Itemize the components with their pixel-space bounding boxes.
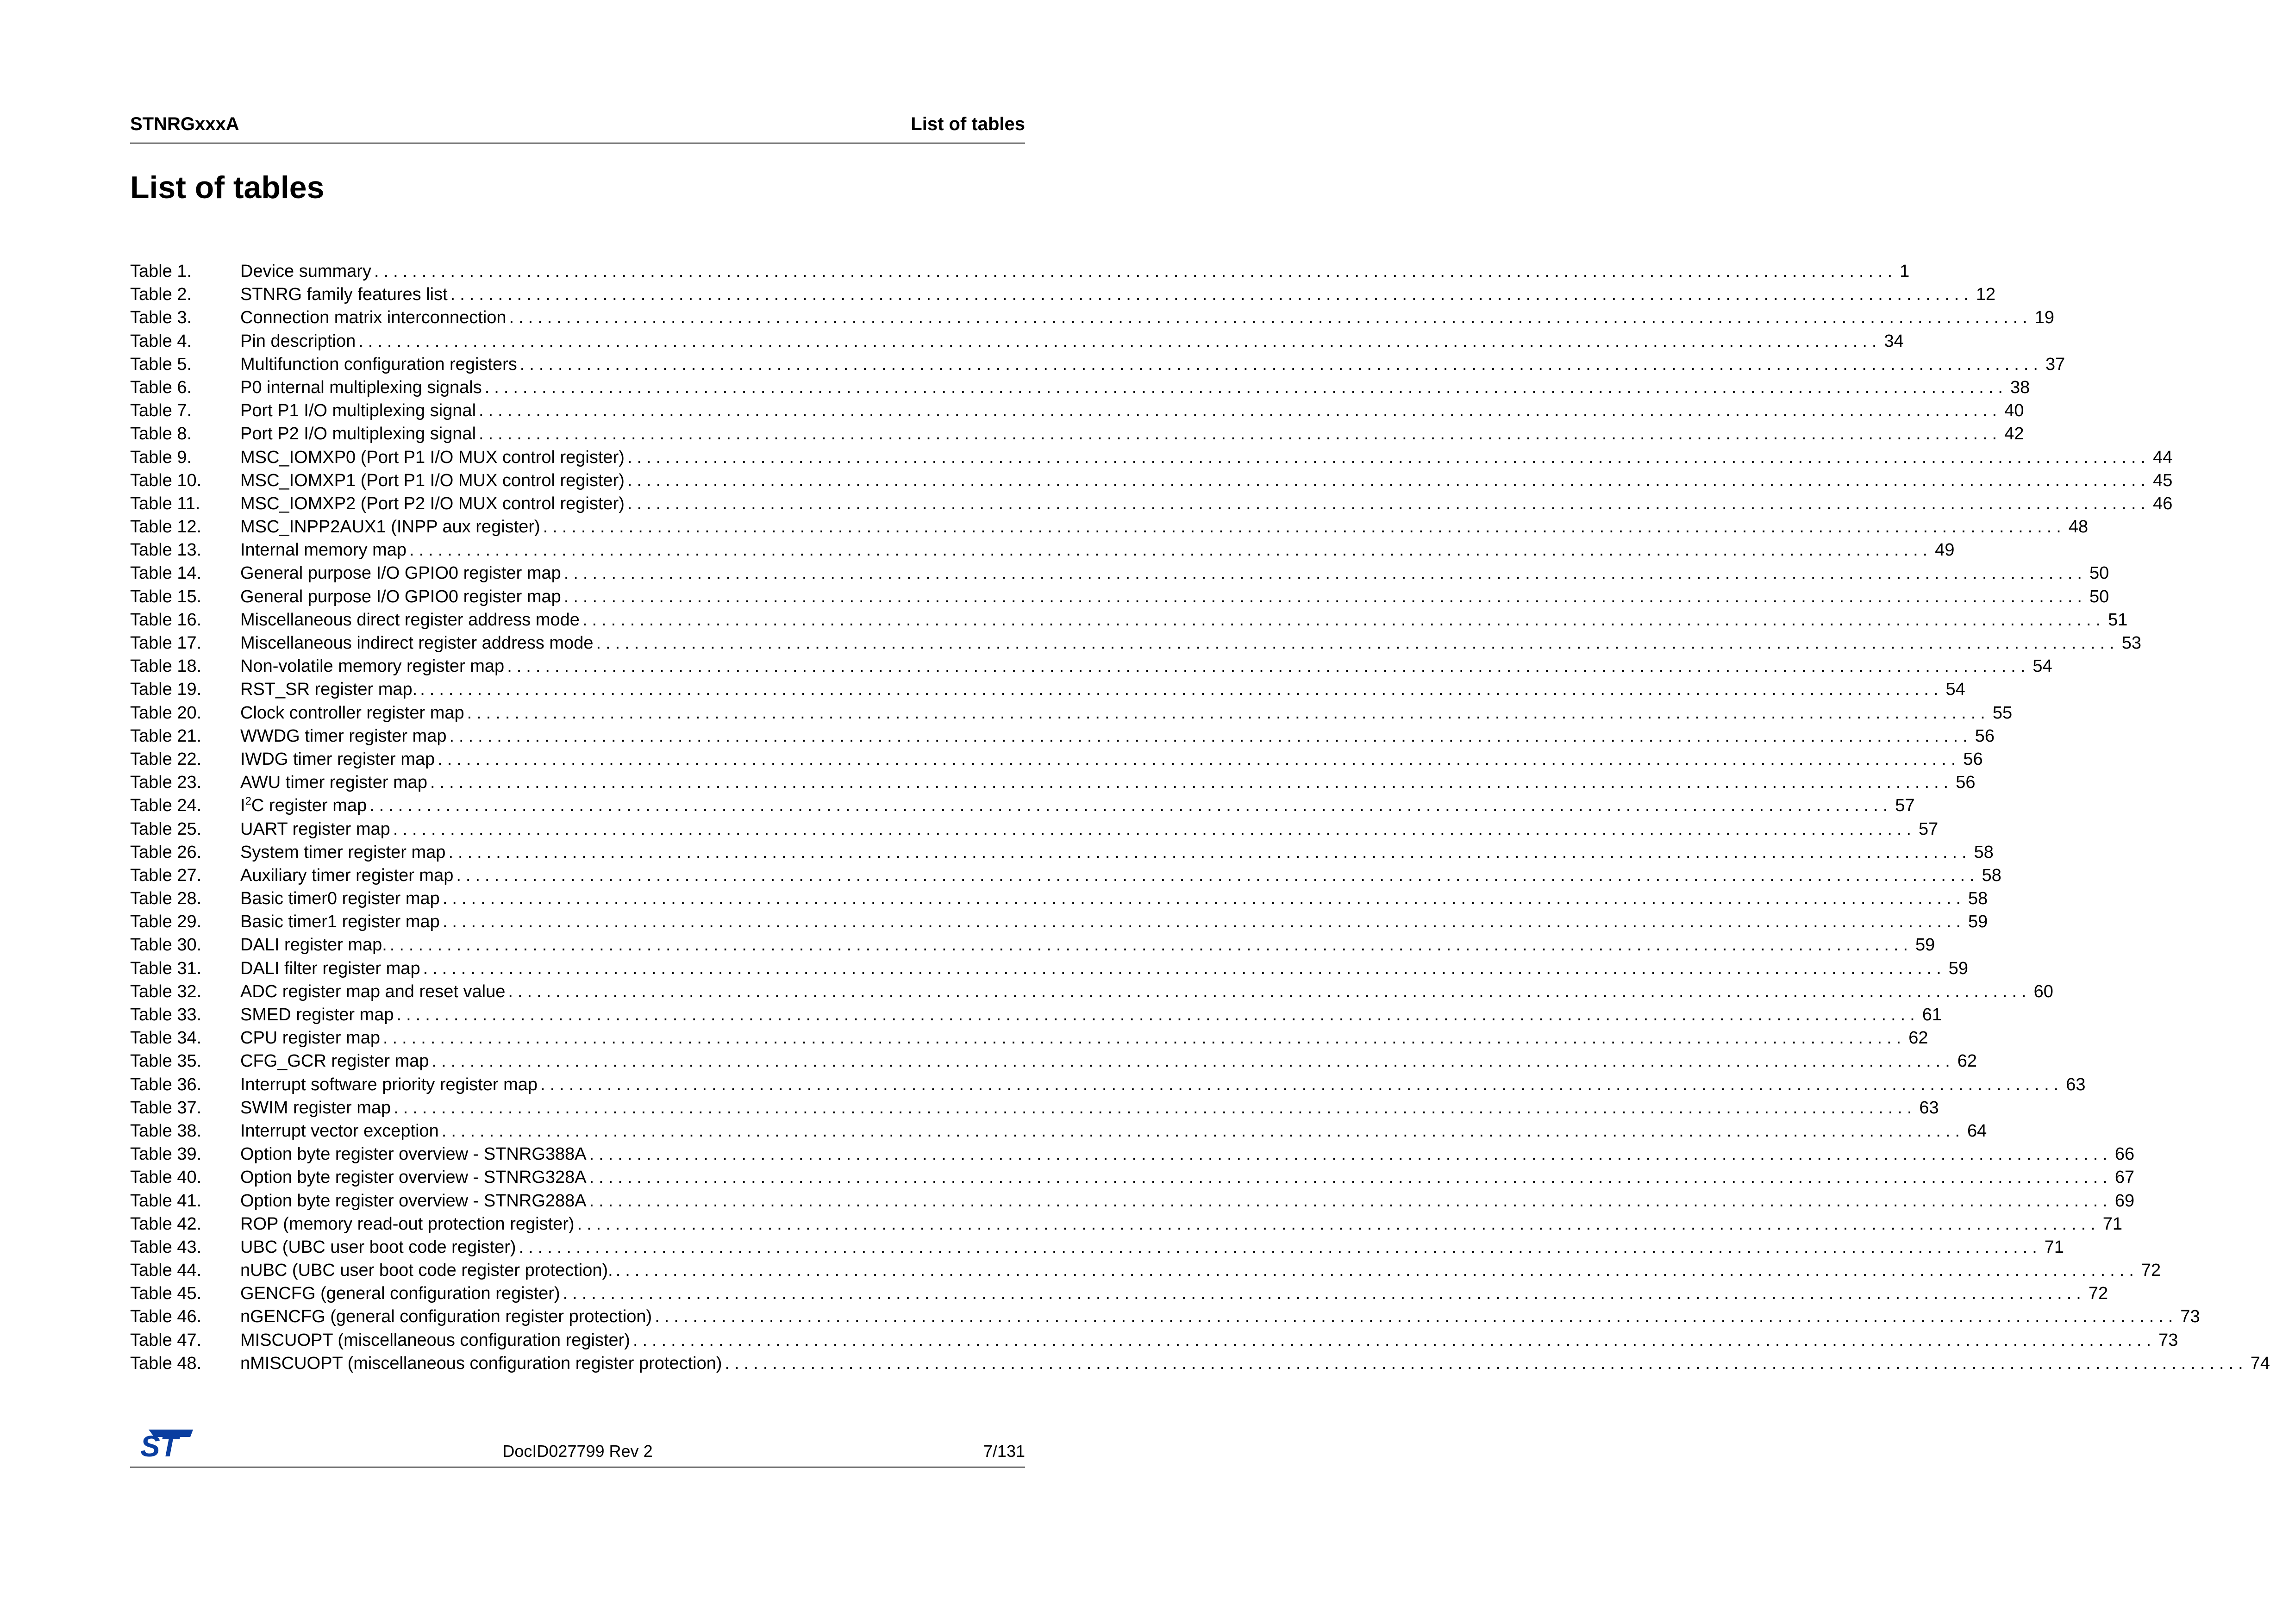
toc-leader-dots: ................................................................................................................................................................	[543, 517, 2066, 537]
toc-leader-dots: ................................................................................................................................................................	[577, 1214, 2100, 1234]
toc-entry-title: Option byte register overview - STNRG328A	[240, 1168, 587, 1187]
toc-entry-label: Table 17.	[130, 633, 202, 653]
footer-doc-id: DocID027799 Rev 2	[502, 1442, 653, 1461]
toc-entry-label: Table 46.	[130, 1307, 202, 1327]
toc-entry-title: MISCUOPT (miscellaneous configuration register)	[240, 1330, 630, 1350]
toc-entry-title: Basic timer1 register map	[240, 912, 440, 932]
toc-entry[interactable]	[130, 1026, 1928, 1049]
toc-leader-dots: ................................................................................................................................................................	[632, 1330, 2156, 1350]
toc-entry[interactable]	[130, 585, 2109, 608]
toc-entry-title: Option byte register overview - STNRG288A	[240, 1191, 587, 1211]
toc-leader-dots: ................................................................................................................................................................	[509, 308, 2032, 328]
toc-leader-dots: ................................................................................................................................................................	[450, 285, 1973, 305]
toc-entry-label: Table 29.	[130, 912, 202, 932]
toc-entry-page: 60	[2033, 981, 2053, 1001]
toc-entry-label: Table 35.	[130, 1051, 202, 1071]
toc-leader-dots: ................................................................................................................................................................	[382, 1028, 1906, 1048]
toc-entry-page: 61	[1922, 1005, 1942, 1024]
toc-entry-label: Table 15.	[130, 587, 202, 606]
toc-entry[interactable]	[130, 399, 2024, 422]
toc-entry-title: DALI register map.	[240, 935, 387, 955]
toc-entry[interactable]	[130, 330, 1904, 353]
toc-entry-page: 73	[2158, 1330, 2178, 1350]
toc-entry-title: AWU timer register map	[240, 773, 427, 793]
toc-entry-page: 58	[1974, 842, 1994, 862]
toc-entry[interactable]	[130, 260, 1910, 283]
toc-entry-page: 44	[2153, 447, 2173, 467]
toc-leader-dots: ................................................................................................................................................................	[409, 540, 1932, 560]
page-footer	[130, 1420, 1025, 1468]
toc-entry[interactable]	[130, 376, 2030, 399]
toc-entry-title: CFG_GCR register map	[240, 1051, 429, 1071]
toc-leader-dots: ................................................................................................................................................................	[389, 935, 1913, 955]
toc-entry-title: ADC register map and reset value	[240, 981, 506, 1001]
toc-entry-page: 73	[2180, 1307, 2200, 1327]
toc-entry-label: Table 21.	[130, 726, 202, 746]
toc-leader-dots: ................................................................................................................................................................	[589, 1144, 2112, 1164]
toc-entry[interactable]	[130, 1236, 2064, 1259]
toc-leader-dots: ................................................................................................................................................................	[582, 610, 2106, 630]
toc-entry[interactable]	[130, 818, 1939, 841]
toc-leader-dots: ................................................................................................................................................................	[479, 424, 2002, 444]
toc-entry[interactable]	[130, 794, 1915, 817]
toc-entry-title-prefix: I	[240, 796, 245, 816]
toc-entry[interactable]	[130, 1352, 2270, 1375]
toc-leader-dots: ................................................................................................................................................................	[655, 1307, 2178, 1327]
toc-entry-page: 12	[1976, 285, 1996, 305]
toc-entry-page: 54	[1945, 680, 1965, 700]
toc-entry-title: Port P2 I/O multiplexing signal	[240, 424, 476, 444]
toc-leader-dots: ................................................................................................................................................................	[369, 796, 1893, 816]
toc-leader-dots: ................................................................................................................................................................	[484, 377, 2007, 397]
toc-entry-label: Table 5.	[130, 354, 192, 374]
toc-leader-dots: ................................................................................................................................................................	[563, 1284, 2086, 1304]
toc-entry-label: Table 25.	[130, 819, 202, 839]
toc-entry-title	[240, 794, 369, 817]
toc-entry-page: 54	[2032, 656, 2052, 676]
toc-entry-title: CPU register map	[240, 1028, 380, 1048]
toc-entry-label: Table 42.	[130, 1214, 202, 1234]
toc-entry-title: GENCFG (general configuration register)	[240, 1284, 560, 1304]
footer-page-number: 7/131	[983, 1442, 1025, 1461]
toc-entry-title-text: C register map	[251, 796, 367, 816]
toc-entry-label: Table 43.	[130, 1237, 202, 1257]
toc-entry[interactable]	[130, 1073, 2086, 1096]
toc-leader-dots: ................................................................................................................................................................	[456, 865, 1979, 885]
toc-leader-dots: ................................................................................................................................................................	[442, 889, 1966, 909]
toc-entry-page: 64	[1967, 1121, 1987, 1141]
toc-entry-title: MSC_IOMXP1 (Port P1 I/O MUX control register)	[240, 470, 625, 490]
toc-entry[interactable]	[130, 748, 1983, 771]
toc-entry-title: Basic timer0 register map	[240, 889, 440, 909]
toc-entry-label: Table 20.	[130, 703, 202, 723]
toc-entry-page: 46	[2153, 493, 2173, 513]
toc-leader-dots: ................................................................................................................................................................	[423, 958, 1946, 978]
toc-entry[interactable]	[130, 631, 2141, 655]
toc-entry-label: Table 13.	[130, 540, 202, 560]
page-header	[130, 110, 1025, 144]
toc-entry-title: SWIM register map	[240, 1098, 391, 1118]
toc-entry-title: nUBC (UBC user boot code register protection).	[240, 1261, 613, 1280]
toc-entry-title-superscript: 2	[245, 795, 251, 808]
toc-leader-dots: ................................................................................................................................................................	[394, 1098, 1917, 1118]
toc-leader-dots: ................................................................................................................................................................	[563, 587, 2087, 606]
toc-entry-label: Table 26.	[130, 842, 202, 862]
toc-entry-label: Table 48.	[130, 1353, 202, 1373]
toc-entry-label: Table 37.	[130, 1098, 202, 1118]
toc-entry-title: RST_SR register map.	[240, 680, 418, 700]
toc-entry-label: Table 18.	[130, 656, 202, 676]
toc-entry[interactable]	[130, 980, 2053, 1003]
toc-entry-title: Pin description	[240, 331, 356, 351]
toc-entry[interactable]	[130, 353, 2065, 376]
toc-entry-title: SMED register map	[240, 1005, 394, 1024]
toc-entry-page: 55	[1992, 703, 2013, 723]
toc-entry-page: 74	[2250, 1353, 2270, 1373]
toc-entry-title: Connection matrix interconnection	[240, 308, 507, 328]
toc-entry[interactable]	[130, 725, 1995, 748]
toc-entry-label: Table 27.	[130, 865, 202, 885]
toc-entry-page: 62	[1908, 1028, 1928, 1048]
header-section-name: List of tables	[911, 114, 1025, 134]
toc-entry-page: 1	[1900, 262, 1910, 281]
toc-entry-label: Table 23.	[130, 773, 202, 793]
toc-entry-page: 72	[2141, 1261, 2161, 1280]
toc-leader-dots: ................................................................................................................................................................	[508, 981, 2031, 1001]
toc-entry-page: 62	[1957, 1051, 1977, 1071]
toc-entry[interactable]	[130, 771, 1976, 794]
toc-entry-label: Table 32.	[130, 981, 202, 1001]
toc-entry-title: Internal memory map	[240, 540, 407, 560]
toc-leader-dots: ................................................................................................................................................................	[627, 447, 2151, 467]
toc-leader-dots: ................................................................................................................................................................	[540, 1074, 2064, 1094]
toc-entry-page: 71	[2102, 1214, 2123, 1234]
toc-entry-label: Table 19.	[130, 680, 202, 700]
toc-entry-title: Miscellaneous indirect register address mode	[240, 633, 594, 653]
toc-entry-title: Miscellaneous direct register address mode	[240, 610, 580, 630]
toc-leader-dots: ................................................................................................................................................................	[374, 262, 1897, 281]
toc-leader-dots: ................................................................................................................................................................	[396, 1005, 1920, 1024]
toc-entry-title: DALI filter register map	[240, 958, 420, 978]
toc-entry-page: 58	[1982, 865, 2001, 885]
toc-entry[interactable]	[130, 1259, 2161, 1282]
toc-entry-label: Table 16.	[130, 610, 202, 630]
toc-entry-label: Table 4.	[130, 331, 192, 351]
toc-entry[interactable]	[130, 1282, 2108, 1305]
toc-leader-dots: ................................................................................................................................................................	[358, 331, 1882, 351]
toc-entry[interactable]	[130, 492, 2173, 515]
toc-leader-dots: ................................................................................................................................................................	[449, 726, 1972, 746]
toc-entry-label: Table 6.	[130, 377, 192, 397]
toc-entry-title: STNRG family features list	[240, 285, 448, 305]
toc-entry[interactable]	[130, 283, 1996, 306]
toc-entry-page: 66	[2114, 1144, 2135, 1164]
toc-leader-dots: ................................................................................................................................................................	[725, 1353, 2248, 1373]
toc-entry[interactable]	[130, 1096, 1939, 1119]
toc-entry-title: nGENCFG (general configuration register protection)	[240, 1307, 652, 1327]
toc-entry-title: Multifunction configuration registers	[240, 354, 517, 374]
toc-leader-dots: ................................................................................................................................................................	[441, 1121, 1964, 1141]
toc-leader-dots: ................................................................................................................................................................	[420, 680, 1943, 700]
toc-entry-page: 50	[2089, 587, 2109, 606]
toc-entry[interactable]	[130, 1143, 2135, 1166]
toc-entry-title: Interrupt vector exception	[240, 1121, 439, 1141]
toc-entry-page: 50	[2089, 563, 2109, 583]
toc-entry[interactable]	[130, 933, 1935, 956]
toc-entry-title: WWDG timer register map	[240, 726, 447, 746]
list-of-tables	[130, 260, 2270, 1375]
toc-entry[interactable]	[130, 1329, 2178, 1352]
toc-entry-title: Clock controller register map	[240, 703, 464, 723]
toc-entry-page: 63	[1919, 1098, 1939, 1118]
toc-entry-page: 58	[1968, 889, 1988, 909]
toc-leader-dots: ................................................................................................................................................................	[431, 1051, 1955, 1071]
toc-entry-label: Table 9.	[130, 447, 192, 467]
toc-entry[interactable]	[130, 1305, 2200, 1328]
toc-entry-label: Table 33.	[130, 1005, 202, 1024]
toc-entry[interactable]	[130, 538, 1955, 562]
toc-entry-label: Table 8.	[130, 424, 192, 444]
toc-entry-title: P0 internal multiplexing signals	[240, 377, 482, 397]
toc-entry[interactable]	[130, 562, 2109, 585]
toc-leader-dots: ................................................................................................................................................................	[589, 1191, 2112, 1211]
toc-entry-title: Device summary	[240, 262, 371, 281]
toc-entry-label: Table 44.	[130, 1261, 202, 1280]
toc-entry-label: Table 14.	[130, 563, 202, 583]
toc-leader-dots: ................................................................................................................................................................	[596, 633, 2119, 653]
toc-entry-label: Table 2.	[130, 285, 192, 305]
toc-entry-label: Table 11.	[130, 493, 200, 513]
toc-leader-dots: ................................................................................................................................................................	[438, 749, 1961, 769]
toc-entry[interactable]	[130, 864, 2001, 887]
toc-leader-dots: ................................................................................................................................................................	[627, 470, 2151, 490]
toc-entry-title: Auxiliary timer register map	[240, 865, 454, 885]
toc-entry-title: MSC_INPP2AUX1 (INPP aux register)	[240, 517, 540, 537]
toc-entry-label: Table 40.	[130, 1168, 202, 1187]
toc-entry-label: Table 24.	[130, 796, 202, 816]
toc-entry-label: Table 36.	[130, 1074, 202, 1094]
toc-entry[interactable]	[130, 469, 2173, 492]
toc-entry-page: 56	[1975, 726, 1995, 746]
toc-entry-label: Table 28.	[130, 889, 202, 909]
toc-entry-label: Table 41.	[130, 1191, 202, 1211]
toc-leader-dots: ................................................................................................................................................................	[627, 493, 2151, 513]
toc-entry-label: Table 31.	[130, 958, 202, 978]
toc-entry-label: Table 38.	[130, 1121, 202, 1141]
toc-entry-page: 59	[1968, 912, 1988, 932]
toc-entry-title: System timer register map	[240, 842, 446, 862]
toc-entry-page: 40	[2004, 401, 2024, 421]
toc-leader-dots: ................................................................................................................................................................	[479, 401, 2002, 421]
toc-entry-page: 59	[1915, 935, 1935, 955]
toc-entry[interactable]	[130, 515, 2089, 538]
toc-entry-label: Table 10.	[130, 470, 202, 490]
toc-entry-page: 53	[2121, 633, 2141, 653]
toc-entry-page: 63	[2066, 1074, 2086, 1094]
toc-entry-title: Non-volatile memory register map	[240, 656, 505, 676]
toc-entry-page: 38	[2010, 377, 2030, 397]
toc-entry-title: General purpose I/O GPIO0 register map	[240, 587, 561, 606]
toc-entry-page: 56	[1963, 749, 1983, 769]
toc-entry-label: Table 30.	[130, 935, 202, 955]
toc-entry[interactable]	[130, 910, 1988, 933]
toc-leader-dots: ................................................................................................................................................................	[442, 912, 1966, 932]
toc-entry[interactable]	[130, 655, 2052, 678]
toc-entry[interactable]	[130, 887, 1988, 910]
toc-entry[interactable]	[130, 446, 2173, 469]
toc-entry-page: 72	[2088, 1284, 2108, 1304]
toc-entry-title: nMISCUOPT (miscellaneous configuration register protection)	[240, 1353, 722, 1373]
toc-entry[interactable]	[130, 608, 2128, 631]
toc-entry-title: Option byte register overview - STNRG388A	[240, 1144, 587, 1164]
toc-entry-page: 67	[2114, 1168, 2135, 1187]
toc-entry-page: 45	[2153, 470, 2173, 490]
toc-entry-label: Table 47.	[130, 1330, 202, 1350]
toc-entry-label: Table 7.	[130, 401, 192, 421]
toc-leader-dots: ................................................................................................................................................................	[430, 773, 1953, 793]
toc-entry-label: Table 12.	[130, 517, 202, 537]
svg-text:ST: ST	[140, 1430, 178, 1463]
toc-entry-page: 48	[2068, 517, 2089, 537]
toc-entry[interactable]	[130, 841, 1994, 864]
toc-leader-dots: ................................................................................................................................................................	[393, 819, 1916, 839]
toc-entry-title: IWDG timer register map	[240, 749, 435, 769]
toc-leader-dots: ................................................................................................................................................................	[563, 563, 2087, 583]
toc-leader-dots: ................................................................................................................................................................	[589, 1168, 2112, 1187]
toc-entry-page: 34	[1884, 331, 1904, 351]
toc-entry-page: 42	[2004, 424, 2024, 444]
toc-entry-title: UBC (UBC user boot code register)	[240, 1237, 516, 1257]
toc-leader-dots: ................................................................................................................................................................	[448, 842, 1971, 862]
toc-entry-title: UART register map	[240, 819, 390, 839]
toc-entry-page: 19	[2034, 308, 2055, 328]
toc-entry[interactable]	[130, 1003, 1942, 1026]
toc-entry-title: MSC_IOMXP0 (Port P1 I/O MUX control register)	[240, 447, 625, 467]
toc-entry[interactable]	[130, 1119, 1987, 1143]
toc-entry-label: Table 39.	[130, 1144, 202, 1164]
toc-entry[interactable]	[130, 1212, 2123, 1236]
toc-entry-page: 71	[2044, 1237, 2064, 1257]
toc-entry[interactable]	[130, 1049, 1977, 1073]
toc-entry-title: Port P1 I/O multiplexing signal	[240, 401, 476, 421]
toc-entry-title: ROP (memory read-out protection register)	[240, 1214, 575, 1234]
toc-entry[interactable]	[130, 306, 2055, 329]
toc-leader-dots: ................................................................................................................................................................	[467, 703, 1990, 723]
toc-entry-label: Table 1.	[130, 262, 192, 281]
toc-entry-page: 37	[2045, 354, 2065, 374]
toc-entry[interactable]	[130, 678, 1965, 701]
toc-leader-dots: ................................................................................................................................................................	[519, 354, 2043, 374]
toc-leader-dots: ................................................................................................................................................................	[507, 656, 2030, 676]
toc-entry-page: 57	[1895, 796, 1915, 816]
toc-leader-dots: ................................................................................................................................................................	[615, 1261, 2139, 1280]
toc-leader-dots: ................................................................................................................................................................	[519, 1237, 2042, 1257]
toc-entry-page: 57	[1919, 819, 1939, 839]
toc-entry[interactable]	[130, 422, 2024, 445]
header-doc-name: STNRGxxxA	[130, 114, 239, 134]
toc-entry-title: Interrupt software priority register map	[240, 1074, 538, 1094]
toc-entry[interactable]	[130, 1166, 2135, 1189]
toc-entry-label: Table 45.	[130, 1284, 202, 1304]
toc-entry-page: 51	[2108, 610, 2128, 630]
toc-entry-page: 69	[2114, 1191, 2135, 1211]
toc-entry[interactable]	[130, 1189, 2135, 1212]
toc-entry[interactable]	[130, 701, 2013, 725]
toc-entry-label: Table 34.	[130, 1028, 202, 1048]
toc-entry[interactable]	[130, 957, 1969, 980]
toc-entry-label: Table 3.	[130, 308, 192, 328]
toc-entry-title: MSC_IOMXP2 (Port P2 I/O MUX control register)	[240, 493, 625, 513]
toc-entry-label: Table 22.	[130, 749, 202, 769]
toc-entry-page: 56	[1956, 773, 1976, 793]
toc-entry-page: 59	[1948, 958, 1969, 978]
toc-entry-title: General purpose I/O GPIO0 register map	[240, 563, 561, 583]
toc-entry-page: 49	[1935, 540, 1955, 560]
page-title: List of tables	[130, 170, 325, 205]
